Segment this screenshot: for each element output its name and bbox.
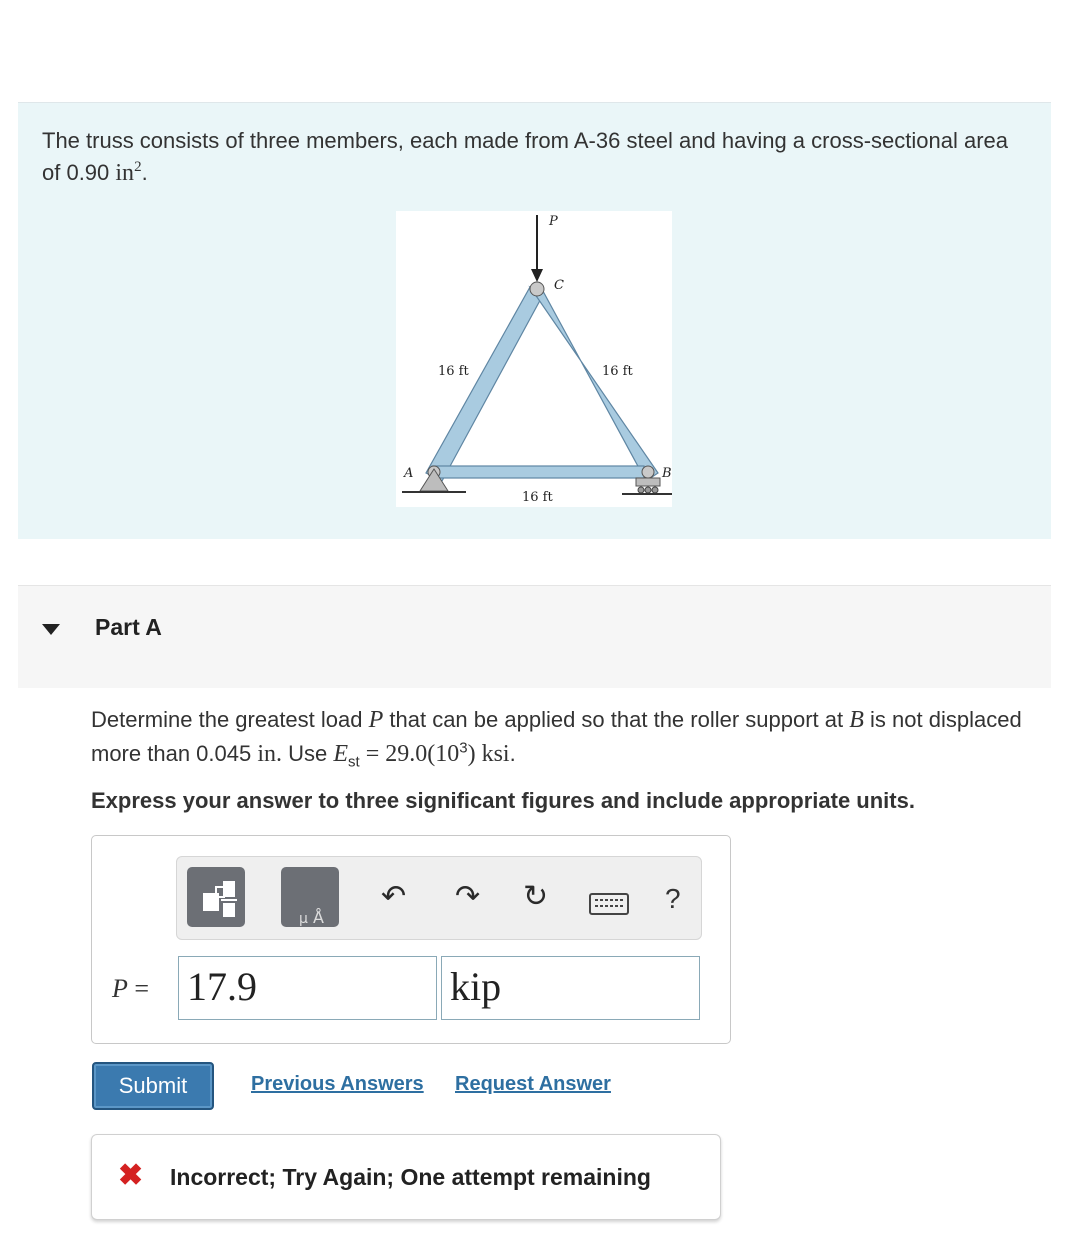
- answer-panel: [91, 835, 731, 1044]
- feedback-message: Incorrect; Try Again; One attempt remaining: [170, 1164, 651, 1190]
- label-a: A: [404, 466, 414, 481]
- math-toolbar: [176, 856, 702, 940]
- svg-text:Å: Å: [313, 908, 324, 927]
- member-ac: [426, 287, 544, 481]
- label-p: P: [549, 214, 558, 229]
- joint-c: [530, 282, 544, 296]
- member-ab: [432, 466, 644, 478]
- help-icon[interactable]: ?: [665, 883, 681, 914]
- joint-b: [642, 466, 654, 478]
- answer-unit-input[interactable]: kip: [441, 956, 700, 1020]
- label-right-length: 16 ft: [602, 364, 633, 379]
- roller-wheel-3: [652, 487, 658, 493]
- area-unit: $in^2$: [115, 159, 142, 186]
- request-answer-link[interactable]: Request Answer: [455, 1073, 611, 1095]
- answer-label: P =: [112, 974, 150, 1003]
- roller-wheel-2: [645, 487, 651, 493]
- question-text: Determine the greatest load P that can be applied so that the roller support at B is not displaced more than 0.045 in. Use $E_{st} = 29.0(10^3)$ ksi.: [91, 707, 1022, 771]
- problem-statement-panel: [18, 102, 1051, 539]
- member-bc: [530, 287, 658, 481]
- redo-icon[interactable]: ↷: [455, 880, 481, 913]
- truss-figure: [396, 211, 672, 507]
- problem-text: The truss consists of three members, each made from A-36 steel and having a cross-sectional area of 0.90 $in^2$.: [42, 128, 1009, 186]
- reset-icon[interactable]: ↻: [523, 880, 549, 913]
- label-c: C: [554, 278, 564, 293]
- previous-answers-link[interactable]: Previous Answers: [251, 1073, 424, 1095]
- collapse-caret-icon[interactable]: [42, 624, 60, 635]
- templates-button[interactable]: [187, 867, 245, 927]
- load-arrowhead: [531, 269, 543, 282]
- roller-wheel-1: [638, 487, 644, 493]
- keyboard-icon[interactable]: [589, 893, 629, 915]
- error-x-icon: ✖: [118, 1159, 144, 1192]
- templates-icon: [187, 867, 245, 927]
- label-bottom-length: 16 ft: [522, 490, 553, 505]
- answer-value-input[interactable]: 17.9: [178, 956, 437, 1020]
- part-a-header[interactable]: [18, 585, 1051, 688]
- undo-icon[interactable]: ↶: [381, 880, 407, 913]
- svg-text:μ: μ: [299, 911, 308, 927]
- feedback-box: [91, 1134, 721, 1220]
- part-title: Part A: [95, 614, 162, 640]
- units-icon: [281, 867, 339, 927]
- answer-instructions: Express your answer to three significant figures and include appropriate units.: [91, 788, 915, 813]
- truss-diagram: [396, 211, 672, 507]
- label-left-length: 16 ft: [438, 364, 469, 379]
- roller-support-b: [636, 478, 660, 486]
- label-b: B: [662, 466, 672, 481]
- units-button[interactable]: [281, 867, 339, 927]
- submit-button[interactable]: Submit: [92, 1062, 214, 1110]
